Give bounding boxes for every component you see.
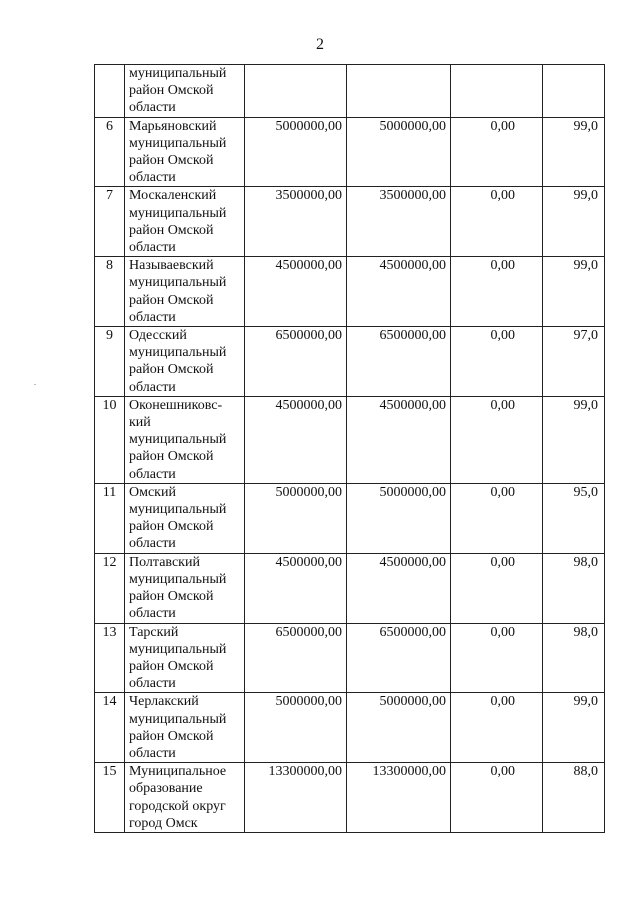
amount-planned: 4500000,00: [245, 553, 347, 623]
municipality-name-line: Муниципальное: [129, 764, 227, 780]
municipality-name: [125, 65, 245, 118]
amount-difference: 0,00: [451, 187, 543, 257]
table-row: [95, 763, 605, 833]
municipality-name: [125, 693, 245, 763]
amount-planned: 4500000,00: [245, 396, 347, 483]
municipality-name-line: город Омск: [129, 815, 198, 831]
municipality-name-line: области: [129, 606, 176, 622]
row-number: 6: [95, 117, 125, 187]
row-number: 12: [95, 553, 125, 623]
municipality-name-line: муниципальный: [129, 502, 227, 518]
percent-value: [543, 65, 605, 118]
municipality-name-line: городской округ: [129, 798, 226, 814]
municipality-name-line: район Омской: [129, 362, 214, 378]
table-row: [95, 257, 605, 327]
table-row: [95, 553, 605, 623]
amount-allocated: 5000000,00: [347, 693, 451, 763]
municipality-name: [125, 763, 245, 833]
table-row: [95, 65, 605, 118]
municipality-name-line: Называевский: [129, 258, 214, 274]
amount-allocated: 13300000,00: [347, 763, 451, 833]
municipality-name: [125, 396, 245, 483]
scan-speck: [34, 384, 36, 385]
municipality-name-line: район Омской: [129, 449, 214, 465]
percent-value: 95,0: [543, 483, 605, 553]
municipality-name-line: области: [129, 100, 176, 116]
municipality-name-line: области: [129, 466, 176, 482]
municipality-name-line: муниципальный: [129, 275, 227, 291]
amount-allocated: 4500000,00: [347, 396, 451, 483]
row-number: 9: [95, 327, 125, 397]
municipality-name-line: Омский: [129, 484, 176, 500]
municipality-name-line: муниципальный: [129, 66, 227, 81]
amount-planned: 5000000,00: [245, 693, 347, 763]
amount-planned: 13300000,00: [245, 763, 347, 833]
municipality-name-line: район Омской: [129, 222, 214, 238]
row-number: 11: [95, 483, 125, 553]
percent-value: 88,0: [543, 763, 605, 833]
row-number: 13: [95, 623, 125, 693]
amount-planned: 5000000,00: [245, 483, 347, 553]
amount-planned: [245, 65, 347, 118]
table-row: [95, 396, 605, 483]
amount-allocated: 4500000,00: [347, 257, 451, 327]
municipality-name-line: муниципальный: [129, 571, 227, 587]
municipality-name-line: области: [129, 676, 176, 692]
municipality-name-line: район Омской: [129, 83, 214, 99]
amount-difference: 0,00: [451, 327, 543, 397]
municipality-name-line: Тарский: [129, 624, 179, 640]
municipality-name-line: области: [129, 379, 176, 395]
percent-value: 97,0: [543, 327, 605, 397]
percent-value: 99,0: [543, 257, 605, 327]
municipality-name-line: муниципальный: [129, 345, 227, 361]
row-number: 8: [95, 257, 125, 327]
row-number: 7: [95, 187, 125, 257]
municipality-name: [125, 623, 245, 693]
municipality-name-line: кий: [129, 415, 151, 431]
municipality-name-line: Марьяновский: [129, 118, 217, 134]
percent-value: 98,0: [543, 553, 605, 623]
municipality-name-line: Москаленский: [129, 188, 217, 204]
municipality-name: [125, 483, 245, 553]
amount-planned: 6500000,00: [245, 623, 347, 693]
table-row: [95, 327, 605, 397]
municipality-name-line: Черлакский: [129, 694, 199, 710]
municipality-name: [125, 187, 245, 257]
amount-difference: 0,00: [451, 257, 543, 327]
amount-planned: 3500000,00: [245, 187, 347, 257]
municipality-name-line: район Омской: [129, 519, 214, 535]
amount-difference: 0,00: [451, 623, 543, 693]
amount-difference: 0,00: [451, 396, 543, 483]
budget-table: [94, 64, 605, 833]
row-number: [95, 65, 125, 118]
amount-difference: [451, 65, 543, 118]
amount-planned: 5000000,00: [245, 117, 347, 187]
municipality-name: [125, 117, 245, 187]
municipality-name-line: Полтавский: [129, 554, 200, 570]
amount-allocated: 6500000,00: [347, 623, 451, 693]
municipality-name-line: муниципальный: [129, 205, 227, 221]
row-number: 10: [95, 396, 125, 483]
municipality-name-line: муниципальный: [129, 432, 227, 448]
municipality-name: [125, 327, 245, 397]
municipality-name-line: район Омской: [129, 728, 214, 744]
municipality-name-line: район Омской: [129, 153, 214, 169]
table-row: [95, 623, 605, 693]
municipality-name-line: район Омской: [129, 292, 214, 308]
amount-planned: 6500000,00: [245, 327, 347, 397]
amount-allocated: [347, 65, 451, 118]
municipality-name-line: области: [129, 240, 176, 256]
municipality-name-line: Оконешниковс-: [129, 397, 223, 413]
table-row: [95, 693, 605, 763]
percent-value: 99,0: [543, 117, 605, 187]
amount-difference: 0,00: [451, 693, 543, 763]
table-row: [95, 117, 605, 187]
amount-difference: 0,00: [451, 553, 543, 623]
municipality-name: [125, 257, 245, 327]
table-row: [95, 187, 605, 257]
percent-value: 99,0: [543, 187, 605, 257]
amount-allocated: 4500000,00: [347, 553, 451, 623]
municipality-name-line: район Омской: [129, 589, 214, 605]
page-number: 2: [316, 36, 324, 53]
table-body: [95, 65, 605, 833]
percent-value: 98,0: [543, 623, 605, 693]
amount-allocated: 5000000,00: [347, 117, 451, 187]
municipality-name-line: район Омской: [129, 658, 214, 674]
municipality-name-line: области: [129, 745, 176, 761]
amount-allocated: 3500000,00: [347, 187, 451, 257]
amount-allocated: 6500000,00: [347, 327, 451, 397]
municipality-name-line: муниципальный: [129, 711, 227, 727]
amount-allocated: 5000000,00: [347, 483, 451, 553]
amount-planned: 4500000,00: [245, 257, 347, 327]
municipality-name-line: Одесский: [129, 328, 187, 344]
municipality-name-line: образование: [129, 781, 203, 797]
amount-difference: 0,00: [451, 117, 543, 187]
table-row: [95, 483, 605, 553]
municipality-name: [125, 553, 245, 623]
row-number: 14: [95, 693, 125, 763]
municipality-name-line: области: [129, 170, 176, 186]
municipality-name-line: муниципальный: [129, 641, 227, 657]
amount-difference: 0,00: [451, 763, 543, 833]
amount-difference: 0,00: [451, 483, 543, 553]
percent-value: 99,0: [543, 396, 605, 483]
municipality-name-line: области: [129, 536, 176, 552]
row-number: 15: [95, 763, 125, 833]
municipality-name-line: муниципальный: [129, 135, 227, 151]
municipality-name-line: области: [129, 309, 176, 325]
percent-value: 99,0: [543, 693, 605, 763]
